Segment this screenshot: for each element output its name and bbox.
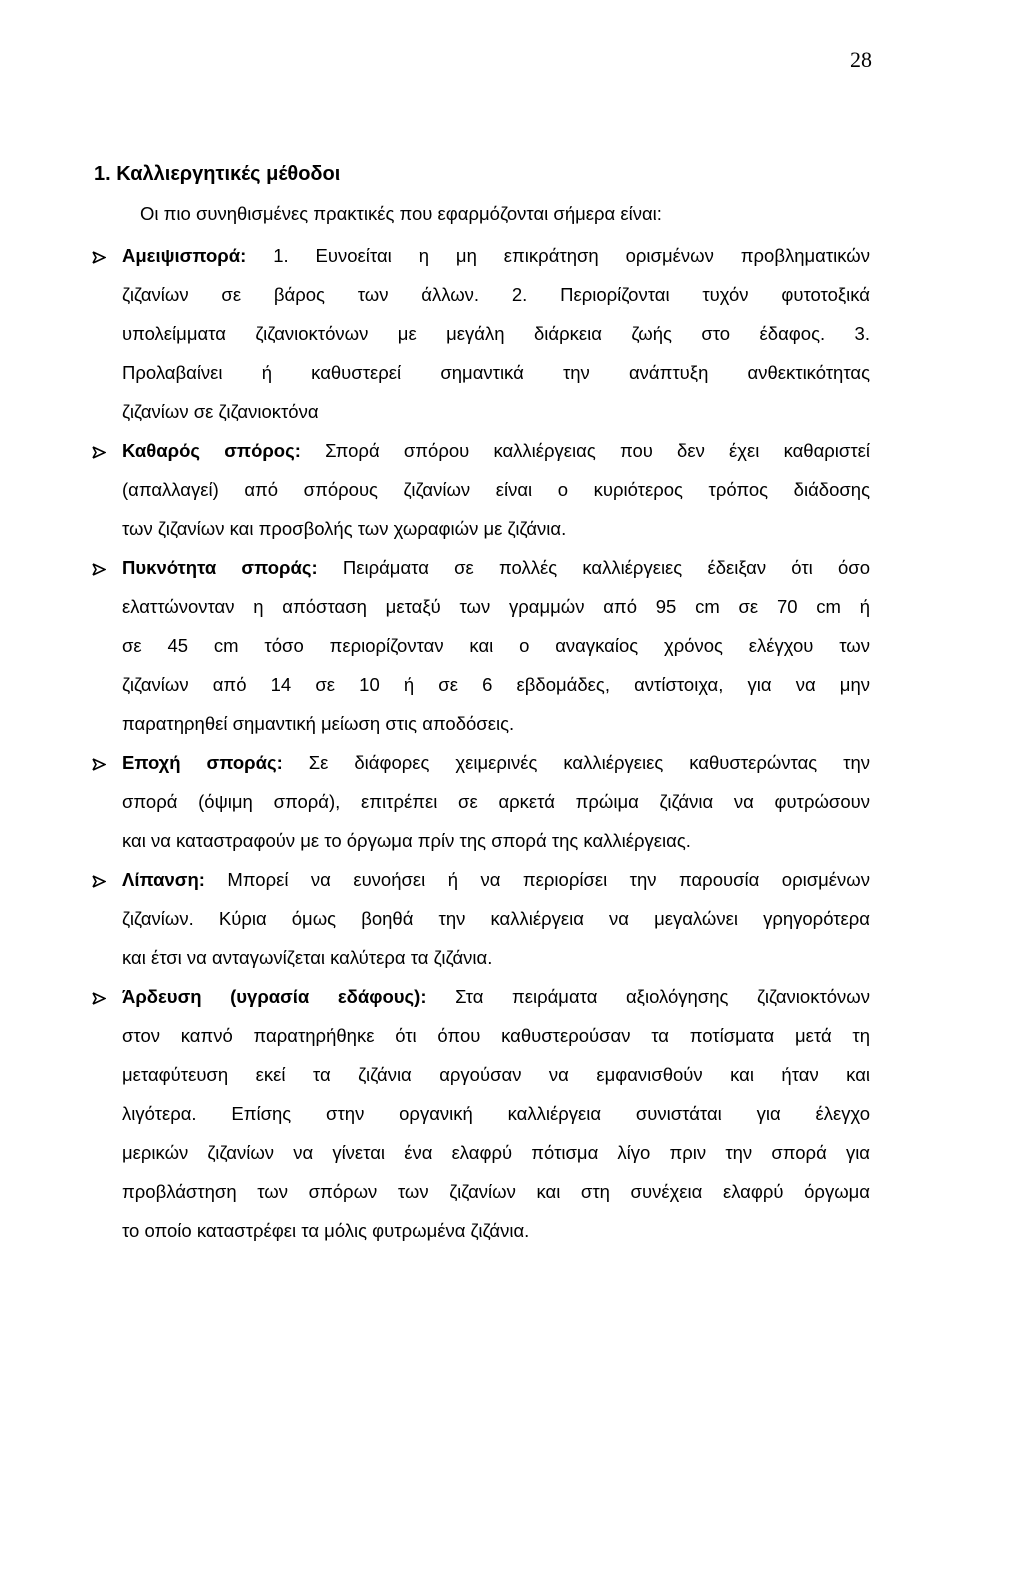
bullet-first-text: Μπορεί να ευνοήσει ή να περιορίσει την παρουσία ορισμένων [204,869,870,890]
bullet-text-line: και έτσι να ανταγωνίζεται καλύτερα τα ζιζάνια. [122,947,493,968]
bullet-first-line [122,977,870,1016]
bullet-text-line: Προλαβαίνει ή καθυστερεί σημαντικά την ανάπτυξη ανθεκτικότητας [122,362,870,383]
bullet-text-line: και να καταστραφούν με το όργωμα πρίν της σπορά της καλλιέργειας. [122,830,691,851]
bullet-text-line: υπολείμματα ζιζανιοκτόνων με μεγάλη διάρκεια ζωής στο έδαφος. 3. [122,323,870,344]
bullet-text-line: προβλάστηση των σπόρων των ζιζανίων και στη συνέχεια ελαφρύ όργωμα [122,1181,870,1202]
page-number: 28 [850,47,872,72]
bullet-text-line: ζιζανίων. Κύρια όμως βοηθά την καλλιέργεια να μεγαλώνει γρηγορότερα [122,908,870,929]
bullet-first-line [122,236,870,275]
bullet-text-line: το οποίο καταστρέφει τα μόλις φυτρωμένα ζιζάνια. [122,1220,530,1241]
arrow-bullet-icon [92,977,110,1016]
bullet-first-text: Στα πειράματα αξιολόγησης ζιζανιοκτόνων [426,986,870,1007]
bullet-text-line: ελαττώνονταν η απόσταση μεταξύ των γραμμών από 95 cm σε 70 cm ή [122,596,870,617]
bullet-first-text: Πειράματα σε πολλές καλλιέργειες έδειξαν ότι όσο [317,557,870,578]
bullet-item [0,743,1024,860]
bullet-first-text: Σε διάφορες χειμερινές καλλιέργειες καθυστερώντας την [282,752,871,773]
bullet-text-line: (απαλλαγεί) από σπόρους ζιζανίων είναι ο κυριότερος τρόπος διάδοσης [122,479,870,500]
bullet-text-line: σε 45 cm τόσο περιορίζονταν και ο αναγκαίος χρόνος ελέγχου των [122,635,870,656]
bullet-item [0,860,1024,977]
bullet-first-line [122,431,870,470]
bullet-text-line: παρατηρηθεί σημαντική μείωση στις αποδόσεις. [122,713,515,734]
bullet-item [0,548,1024,743]
bullet-text-line: ζιζανίων από 14 σε 10 ή σε 6 εβδομάδες, αντίστοιχα, για να μην [122,674,870,695]
arrow-bullet-icon [92,860,110,899]
arrow-bullet-icon [92,236,110,275]
bullet-term: Καθαρός σπόρος: [122,440,301,461]
bullet-text-line: σπορά (όψιμη σπορά), επιτρέπει σε αρκετά πρώιμα ζιζάνια να φυτρώσουν [122,791,870,812]
bullet-first-line [122,860,870,899]
bullet-item [0,431,1024,548]
bullet-term: Άρδευση (υγρασία εδάφους): [122,986,427,1007]
bullet-text-line: λιγότερα. Επίσης στην οργανική καλλιέργεια συνιστάται για έλεγχο [122,1103,870,1124]
bullet-first-text: 1. Ευνοείται η μη επικράτηση ορισμένων προβληματικών [246,245,870,266]
bullet-term: Λίπανση: [122,869,205,890]
bullet-text-line: στον καπνό παρατηρήθηκε ότι όπου καθυστερούσαν τα ποτίσματα μετά τη [122,1025,870,1046]
arrow-bullet-icon [92,548,110,587]
bullet-first-line [122,548,870,587]
bullet-item [0,977,1024,1250]
arrow-bullet-icon [92,743,110,782]
bullet-text-line: μερικών ζιζανίων να γίνεται ένα ελαφρύ πότισμα λίγο πριν την σπορά για [122,1142,870,1163]
section-heading: 1. Καλλιεργητικές μέθοδοι [94,163,341,185]
bullet-term: Εποχή σποράς: [122,752,283,773]
bullet-item [0,236,1024,431]
bullet-text-line: των ζιζανίων και προσβολής των χωραφιών με ζιζάνια. [122,518,567,539]
bullet-text-line: ζιζανίων σε βάρος των άλλων. 2. Περιορίζονται τυχόν φυτοτοξικά [122,284,870,305]
bullet-list [0,236,1024,1250]
intro-paragraph: Οι πιο συνηθισμένες πρακτικές που εφαρμόζονται σήμερα είναι: [140,203,662,224]
bullet-text-line: ζιζανίων σε ζιζανιοκτόνα [122,401,319,422]
arrow-bullet-icon [92,431,110,470]
bullet-first-line [122,743,870,782]
bullet-term: Πυκνότητα σποράς: [122,557,318,578]
bullet-first-text: Σπορά σπόρου καλλιέργειας που δεν έχει καθαριστεί [300,440,870,461]
bullet-text-line: μεταφύτευση εκεί τα ζιζάνια αργούσαν να εμφανισθούν και ήταν και [122,1064,870,1085]
bullet-term: Αμειψισπορά: [122,245,247,266]
